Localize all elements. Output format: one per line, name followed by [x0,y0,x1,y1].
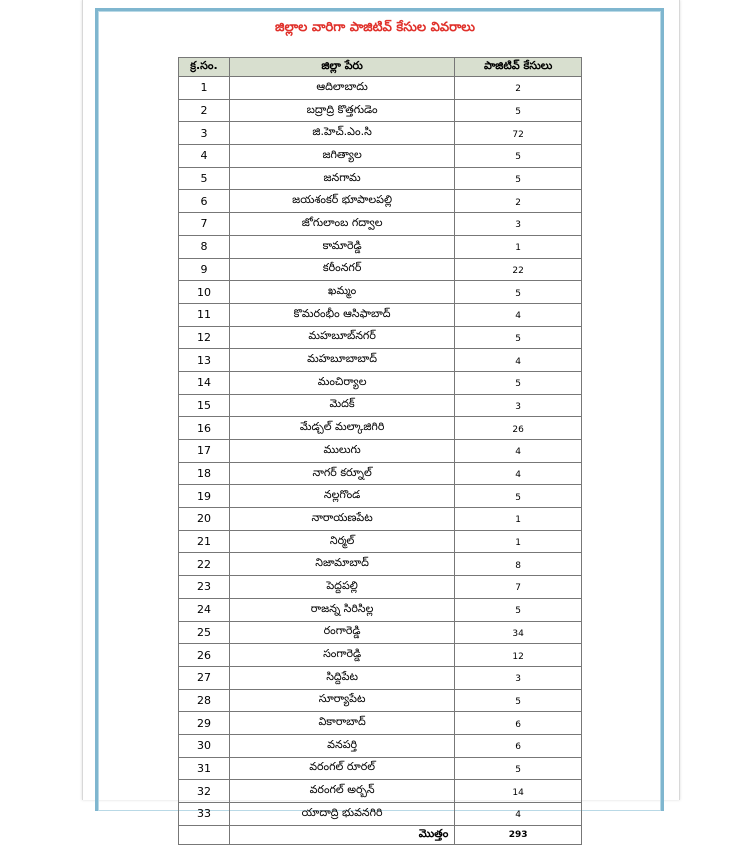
serial-no-cell: 14 [179,371,230,394]
table-row [179,644,582,667]
serial-no-cell: 33 [179,803,230,826]
cases-cell: 8 [455,553,582,576]
table-row [179,167,582,190]
table-row [179,190,582,213]
total-empty-cell [179,825,230,844]
header-positive-cases: పాజిటివ్ కేసులు [455,58,582,77]
cases-cell: 2 [455,190,582,213]
table-row [179,213,582,236]
district-name-cell: రంగారెడ్డి [229,621,454,644]
district-cases-table [178,57,582,845]
serial-no-cell: 7 [179,213,230,236]
cases-cell: 6 [455,734,582,757]
table-row [179,576,582,599]
district-name-cell: సూర్యాపేట [229,689,454,712]
cases-cell: 5 [455,689,582,712]
total-label: మొత్తం [229,825,454,844]
total-row [179,825,582,844]
district-name-cell: నాగర్ కర్నూల్ [229,462,454,485]
cases-cell: 5 [455,757,582,780]
serial-no-cell: 19 [179,485,230,508]
serial-no-cell: 8 [179,235,230,258]
header-district-name: జిల్లా పేరు [229,58,454,77]
serial-no-cell: 5 [179,167,230,190]
table-row [179,145,582,168]
district-name-cell: నారాయణపేట [229,508,454,531]
district-name-cell: వికారాబాద్ [229,712,454,735]
serial-no-cell: 4 [179,145,230,168]
table-row [179,349,582,372]
serial-no-cell: 3 [179,122,230,145]
district-name-cell: జయశంకర్ భూపాలపల్లి [229,190,454,213]
table-row [179,666,582,689]
table-row [179,462,582,485]
table-row [179,99,582,122]
table-header-row [179,58,582,77]
district-name-cell: మేడ్చల్ మల్కాజిగిరి [229,417,454,440]
district-name-cell: నిర్మల్ [229,530,454,553]
cases-cell: 3 [455,394,582,417]
table-row [179,326,582,349]
district-name-cell: ఆదిలాబాదు [229,77,454,100]
serial-no-cell: 32 [179,780,230,803]
district-name-cell: ములుగు [229,440,454,463]
serial-no-cell: 2 [179,99,230,122]
serial-no-cell: 1 [179,77,230,100]
table-row [179,757,582,780]
cases-cell: 5 [455,145,582,168]
cases-cell: 5 [455,326,582,349]
cases-cell: 26 [455,417,582,440]
cases-cell: 5 [455,598,582,621]
serial-no-cell: 12 [179,326,230,349]
cases-cell: 22 [455,258,582,281]
table-row [179,598,582,621]
district-name-cell: కామారెడ్డి [229,235,454,258]
serial-no-cell: 6 [179,190,230,213]
cases-cell: 5 [455,99,582,122]
cases-cell: 12 [455,644,582,667]
district-name-cell: కరీంనగర్ [229,258,454,281]
district-name-cell: జోగులాంబ గద్వాల [229,213,454,236]
table-row [179,258,582,281]
cases-cell: 1 [455,508,582,531]
table-row [179,712,582,735]
cases-cell: 7 [455,576,582,599]
total-value: 293 [455,825,582,844]
serial-no-cell: 16 [179,417,230,440]
serial-no-cell: 21 [179,530,230,553]
district-name-cell: కొమరంభీం ఆసిఫాబాద్ [229,303,454,326]
table-row [179,803,582,826]
serial-no-cell: 17 [179,440,230,463]
cases-cell: 14 [455,780,582,803]
serial-no-cell: 23 [179,576,230,599]
serial-no-cell: 28 [179,689,230,712]
serial-no-cell: 26 [179,644,230,667]
district-name-cell: జగిత్యాల [229,145,454,168]
serial-no-cell: 20 [179,508,230,531]
cases-cell: 5 [455,167,582,190]
cases-cell: 1 [455,530,582,553]
serial-no-cell: 24 [179,598,230,621]
district-name-cell: యాదాద్రి భువనగిరి [229,803,454,826]
district-name-cell: మహబూబాబాద్ [229,349,454,372]
document-title: జిల్లాల వారిగా పాజిటివ్ కేసుల వివరాలు [275,20,475,35]
table-row [179,235,582,258]
district-name-cell: పెద్దపల్లి [229,576,454,599]
district-name-cell: ఖమ్మం [229,281,454,304]
cases-cell: 5 [455,485,582,508]
table-row [179,530,582,553]
table-row [179,734,582,757]
serial-no-cell: 11 [179,303,230,326]
cases-cell: 4 [455,349,582,372]
district-name-cell: రాజన్న సిరిసిల్ల [229,598,454,621]
cases-cell: 4 [455,440,582,463]
district-name-cell: మెదక్ [229,394,454,417]
table-row [179,394,582,417]
serial-no-cell: 27 [179,666,230,689]
serial-no-cell: 18 [179,462,230,485]
serial-no-cell: 25 [179,621,230,644]
cases-cell: 5 [455,371,582,394]
district-name-cell: జి.హెచ్.ఎం.సి [229,122,454,145]
cases-cell: 72 [455,122,582,145]
header-serial-no: క్ర.సం. [179,58,230,77]
serial-no-cell: 9 [179,258,230,281]
table-row [179,621,582,644]
table-row [179,281,582,304]
serial-no-cell: 13 [179,349,230,372]
table-row [179,485,582,508]
district-name-cell: సంగారెడ్డి [229,644,454,667]
cases-cell: 34 [455,621,582,644]
district-name-cell: నల్లగొండ [229,485,454,508]
cases-cell: 5 [455,281,582,304]
district-name-cell: నిజామాబాద్ [229,553,454,576]
table-row [179,303,582,326]
table-row [179,122,582,145]
cases-cell: 4 [455,303,582,326]
cases-cell: 3 [455,666,582,689]
table-row [179,508,582,531]
district-name-cell: వరంగల్ అర్బన్ [229,780,454,803]
cases-cell: 1 [455,235,582,258]
serial-no-cell: 31 [179,757,230,780]
district-name-cell: జనగామ [229,167,454,190]
district-name-cell: సిద్దిపేట [229,666,454,689]
table-row [179,77,582,100]
table-row [179,371,582,394]
district-name-cell: మహబూబ్‌నగర్ [229,326,454,349]
district-name-cell: మంచిర్యాల [229,371,454,394]
serial-no-cell: 30 [179,734,230,757]
cases-cell: 6 [455,712,582,735]
cases-cell: 4 [455,462,582,485]
table-row [179,689,582,712]
cases-cell: 4 [455,803,582,826]
table-row [179,553,582,576]
table-row [179,780,582,803]
serial-no-cell: 15 [179,394,230,417]
table-row [179,417,582,440]
cases-cell: 3 [455,213,582,236]
serial-no-cell: 22 [179,553,230,576]
serial-no-cell: 10 [179,281,230,304]
district-name-cell: వనపర్తి [229,734,454,757]
district-name-cell: వరంగల్ రూరల్ [229,757,454,780]
serial-no-cell: 29 [179,712,230,735]
cases-cell: 2 [455,77,582,100]
table-row [179,440,582,463]
district-name-cell: బద్రాద్రి కొత్తగుడెం [229,99,454,122]
